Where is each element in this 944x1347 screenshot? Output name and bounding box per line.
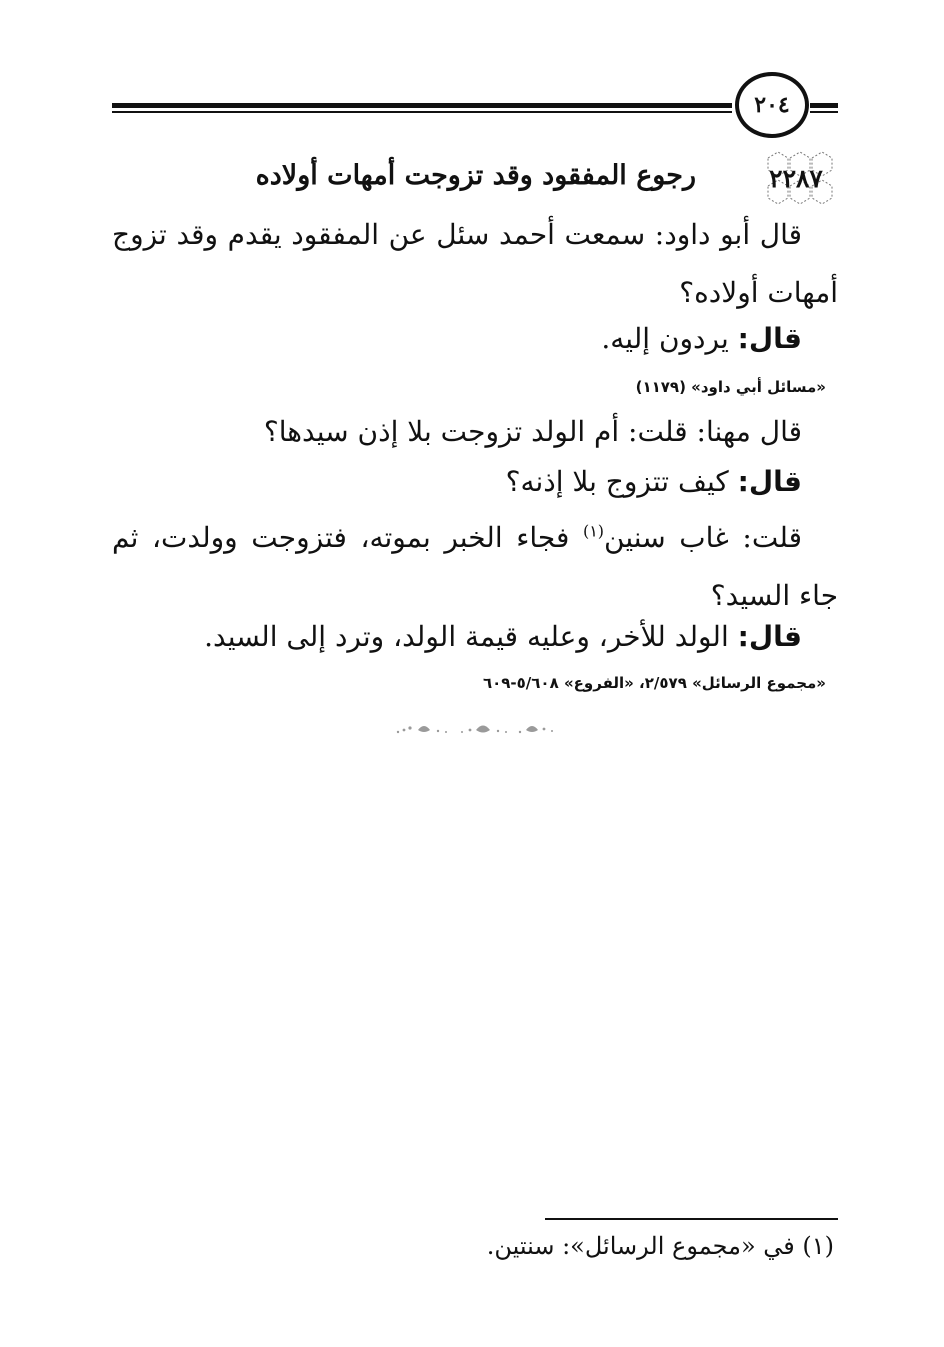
paragraph-answer-1 bbox=[112, 310, 838, 368]
header-rule-right-thin bbox=[810, 111, 838, 113]
paragraph-abu-dawud bbox=[112, 206, 838, 322]
paragraph-text: قال أبو داود: سمعت أحمد سئل عن المفقود يقدم وقد تزوج أمهات أولاده؟ bbox=[112, 218, 838, 309]
section-end-ornament-icon bbox=[380, 716, 570, 740]
source-citation-1: «مسائل أبي داود» (١١٧٩) bbox=[635, 378, 826, 396]
qal-label: قال: bbox=[737, 465, 802, 498]
entry-number: ٢٢٨٧ bbox=[769, 163, 823, 193]
paragraph-answer-2 bbox=[112, 453, 838, 511]
page-number-circle bbox=[735, 72, 809, 138]
paragraph-text: قلت: غاب سنين bbox=[604, 521, 802, 554]
footnote-reference[interactable]: (١) bbox=[582, 521, 605, 541]
paragraph-text: يردون إليه. bbox=[601, 322, 738, 355]
paragraph-text: الولد للأخر، وعليه قيمة الولد، وترد إلى السيد. bbox=[204, 620, 738, 653]
qal-label: قال: bbox=[737, 322, 802, 355]
page-number: ٢٠٤ bbox=[754, 92, 790, 118]
entry-number-badge bbox=[748, 150, 844, 206]
header-rule-thin bbox=[112, 111, 732, 113]
paragraph-text: كيف تتزوج بلا إذنه؟ bbox=[505, 465, 738, 498]
header-rule-right bbox=[810, 103, 838, 108]
footnote-divider bbox=[545, 1218, 838, 1220]
footnote-text: في «مجموع الرسائل»: سنتين. bbox=[486, 1232, 803, 1260]
footnote-number: (١) bbox=[802, 1232, 834, 1260]
header-rule-thick bbox=[112, 103, 732, 108]
paragraph-text: قال مهنا: قلت: أم الولد تزوجت بلا إذن سيدها؟ bbox=[263, 415, 802, 448]
footnote bbox=[487, 1232, 834, 1260]
section-title: رجوع المفقود وقد تزوجت أمهات أولاده bbox=[255, 160, 696, 191]
paragraph-answer-3 bbox=[112, 608, 838, 666]
source-citation-2: «مجموع الرسائل» ٢/٥٧٩، «الفروع» ٥/٦٠٨-٦٠٩ bbox=[482, 674, 826, 692]
paragraph-text: فجاء الخبر بموته، فتزوجت وولدت، ثم جاء السيد؟ bbox=[112, 521, 838, 612]
qal-label: قال: bbox=[737, 620, 802, 653]
